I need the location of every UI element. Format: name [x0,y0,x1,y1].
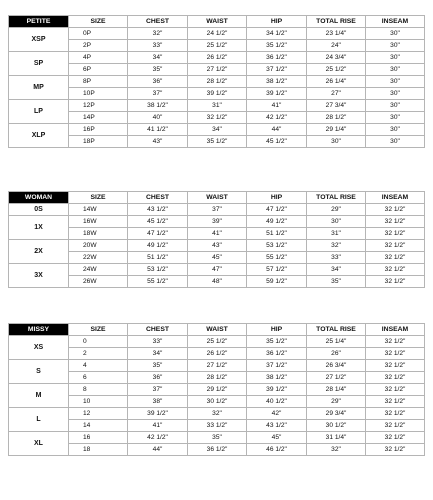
cell-total-rise: 31" [307,228,366,240]
cell-waist: 26 1/2" [188,52,247,64]
cell-total-rise: 24 3/4" [307,52,366,64]
cell-waist: 41" [188,228,247,240]
cell-inseam: 32 1/2" [366,264,425,276]
cell-hip: 46 1/2" [247,444,307,456]
cell-waist: 35" [188,432,247,444]
cell-inseam: 32 1/2" [366,396,425,408]
cell-inseam: 32 1/2" [366,228,425,240]
cell-waist: 48" [188,276,247,288]
column-header-waist: WAIST [188,16,247,28]
cell-total-rise: 25 1/2" [307,64,366,76]
header-row [9,16,425,28]
cell-chest: 44" [128,444,188,456]
table-row [9,396,425,408]
cell-chest: 43 1/2" [128,204,188,216]
size-group-label: XLP [9,124,69,148]
cell-waist: 33 1/2" [188,420,247,432]
cell-waist: 29 1/2" [188,384,247,396]
cell-hip: 42 1/2" [247,112,307,124]
cell-hip: 37 1/2" [247,360,307,372]
cell-chest: 55 1/2" [128,276,188,288]
cell-waist: 26 1/2" [188,348,247,360]
cell-chest: 51 1/2" [128,252,188,264]
cell-hip: 38 1/2" [247,372,307,384]
cell-hip: 45 1/2" [247,136,307,148]
cell-total-rise: 32" [307,240,366,252]
cell-chest: 49 1/2" [128,240,188,252]
cell-total-rise: 26" [307,348,366,360]
cell-chest: 38 1/2" [128,100,188,112]
cell-hip: 53 1/2" [247,240,307,252]
cell-chest: 41 1/2" [128,124,188,136]
size-group-label: M [9,384,69,408]
cell-inseam: 30" [366,52,425,64]
cell-hip: 59 1/2" [247,276,307,288]
cell-waist: 25 1/2" [188,336,247,348]
cell-hip: 41" [247,100,307,112]
cell-total-rise: 29" [307,204,366,216]
table-row [9,444,425,456]
table-title: MISSY [9,324,69,336]
cell-hip: 38 1/2" [247,76,307,88]
cell-total-rise: 30 1/2" [307,420,366,432]
column-header-inseam: INSEAM [366,324,425,336]
cell-chest: 53 1/2" [128,264,188,276]
cell-size: 2 [69,348,128,360]
cell-inseam: 32 1/2" [366,240,425,252]
cell-waist: 28 1/2" [188,372,247,384]
cell-size: 12P [69,100,128,112]
size-chart-woman [8,191,425,288]
cell-chest: 36" [128,76,188,88]
table-row [9,112,425,124]
cell-total-rise: 27" [307,88,366,100]
table-row [9,408,425,420]
column-header-size: SIZE [69,324,128,336]
cell-total-rise: 25 1/4" [307,336,366,348]
table-row [9,240,425,252]
column-header-size: SIZE [69,192,128,204]
cell-waist: 39 1/2" [188,88,247,100]
column-header-total-rise: TOTAL RISE [307,192,366,204]
column-header-total-rise: TOTAL RISE [307,324,366,336]
table-row [9,432,425,444]
column-header-total-rise: TOTAL RISE [307,16,366,28]
cell-waist: 39" [188,216,247,228]
cell-total-rise: 23 1/4" [307,28,366,40]
cell-inseam: 30" [366,112,425,124]
cell-total-rise: 24" [307,40,366,52]
size-group-label: XSP [9,28,69,52]
cell-inseam: 32 1/2" [366,204,425,216]
cell-hip: 42" [247,408,307,420]
table-row [9,384,425,396]
size-group-label: 1X [9,216,69,240]
cell-inseam: 32 1/2" [366,276,425,288]
table-row [9,40,425,52]
cell-total-rise: 27 3/4" [307,100,366,112]
cell-inseam: 30" [366,64,425,76]
cell-chest: 32" [128,28,188,40]
table-row [9,276,425,288]
cell-hip: 35 1/2" [247,336,307,348]
cell-chest: 34" [128,52,188,64]
cell-total-rise: 35" [307,276,366,288]
table-row [9,264,425,276]
table-row [9,76,425,88]
cell-size: 0 [69,336,128,348]
table-row [9,420,425,432]
cell-chest: 35" [128,64,188,76]
cell-waist: 43" [188,240,247,252]
cell-chest: 34" [128,348,188,360]
cell-waist: 31" [188,100,247,112]
cell-inseam: 32 1/2" [366,216,425,228]
size-group-label: SP [9,52,69,76]
column-header-waist: WAIST [188,192,247,204]
cell-waist: 45" [188,252,247,264]
cell-total-rise: 27 1/2" [307,372,366,384]
cell-total-rise: 26 3/4" [307,360,366,372]
cell-inseam: 32 1/2" [366,360,425,372]
cell-hip: 37 1/2" [247,64,307,76]
table-title: WOMAN [9,192,69,204]
cell-inseam: 32 1/2" [366,348,425,360]
table-row [9,216,425,228]
column-header-chest: CHEST [128,324,188,336]
cell-chest: 38" [128,396,188,408]
cell-waist: 32 1/2" [188,112,247,124]
cell-size: 0P [69,28,128,40]
cell-size: 18 [69,444,128,456]
cell-waist: 34" [188,124,247,136]
size-group-label: 3X [9,264,69,288]
cell-size: 4 [69,360,128,372]
cell-waist: 47" [188,264,247,276]
table-row [9,348,425,360]
cell-inseam: 30" [366,28,425,40]
cell-waist: 24 1/2" [188,28,247,40]
cell-total-rise: 34" [307,264,366,276]
cell-hip: 36 1/2" [247,52,307,64]
cell-size: 18W [69,228,128,240]
table-row [9,88,425,100]
cell-waist: 35 1/2" [188,136,247,148]
size-group-label: XL [9,432,69,456]
cell-hip: 40 1/2" [247,396,307,408]
size-chart-petite [8,15,425,148]
cell-chest: 33" [128,40,188,52]
cell-waist: 25 1/2" [188,40,247,52]
cell-inseam: 32 1/2" [366,252,425,264]
cell-size: 8 [69,384,128,396]
cell-chest: 37" [128,88,188,100]
cell-chest: 36" [128,372,188,384]
cell-chest: 39 1/2" [128,408,188,420]
cell-hip: 55 1/2" [247,252,307,264]
table-row [9,360,425,372]
size-group-label: LP [9,100,69,124]
column-header-chest: CHEST [128,192,188,204]
cell-size: 14P [69,112,128,124]
table-row [9,204,425,216]
column-header-hip: HIP [247,192,307,204]
cell-hip: 57 1/2" [247,264,307,276]
cell-hip: 39 1/2" [247,384,307,396]
cell-total-rise: 29 3/4" [307,408,366,420]
cell-waist: 27 1/2" [188,360,247,372]
cell-hip: 35 1/2" [247,40,307,52]
table-row [9,64,425,76]
size-group-label: S [9,360,69,384]
cell-chest: 35" [128,360,188,372]
cell-total-rise: 30" [307,136,366,148]
size-group-label: XS [9,336,69,360]
cell-size: 16P [69,124,128,136]
table-row [9,52,425,64]
size-group-label: MP [9,76,69,100]
cell-total-rise: 29 1/4" [307,124,366,136]
cell-inseam: 32 1/2" [366,432,425,444]
cell-hip: 51 1/2" [247,228,307,240]
cell-total-rise: 28 1/2" [307,112,366,124]
cell-inseam: 30" [366,40,425,52]
cell-inseam: 32 1/2" [366,420,425,432]
cell-chest: 43" [128,136,188,148]
cell-inseam: 30" [366,136,425,148]
cell-total-rise: 29" [307,396,366,408]
cell-inseam: 30" [366,88,425,100]
column-header-chest: CHEST [128,16,188,28]
column-header-hip: HIP [247,16,307,28]
table-title: PETITE [9,16,69,28]
column-header-inseam: INSEAM [366,16,425,28]
cell-hip: 47 1/2" [247,204,307,216]
cell-hip: 44" [247,124,307,136]
cell-hip: 34 1/2" [247,28,307,40]
table-row [9,100,425,112]
cell-inseam: 30" [366,76,425,88]
cell-inseam: 30" [366,100,425,112]
column-header-size: SIZE [69,16,128,28]
cell-waist: 30 1/2" [188,396,247,408]
cell-inseam: 30" [366,124,425,136]
header-row [9,324,425,336]
cell-size: 14 [69,420,128,432]
size-group-label: 2X [9,240,69,264]
cell-waist: 36 1/2" [188,444,247,456]
cell-inseam: 32 1/2" [366,408,425,420]
cell-total-rise: 26 1/4" [307,76,366,88]
table-row [9,124,425,136]
cell-size: 10 [69,396,128,408]
cell-size: 18P [69,136,128,148]
cell-hip: 45" [247,432,307,444]
cell-size: 8P [69,76,128,88]
cell-inseam: 32 1/2" [366,384,425,396]
cell-size: 6P [69,64,128,76]
cell-chest: 45 1/2" [128,216,188,228]
cell-size: 2P [69,40,128,52]
table-row [9,28,425,40]
table-row [9,336,425,348]
cell-size: 26W [69,276,128,288]
header-row [9,192,425,204]
cell-chest: 47 1/2" [128,228,188,240]
cell-size: 6 [69,372,128,384]
cell-total-rise: 28 1/4" [307,384,366,396]
cell-total-rise: 30" [307,216,366,228]
cell-inseam: 32 1/2" [366,372,425,384]
cell-size: 12 [69,408,128,420]
cell-waist: 32" [188,408,247,420]
cell-chest: 41" [128,420,188,432]
table-row [9,228,425,240]
cell-size: 20W [69,240,128,252]
cell-size: 14W [69,204,128,216]
column-header-inseam: INSEAM [366,192,425,204]
cell-total-rise: 33" [307,252,366,264]
cell-size: 24W [69,264,128,276]
cell-inseam: 32 1/2" [366,336,425,348]
cell-total-rise: 32" [307,444,366,456]
cell-hip: 43 1/2" [247,420,307,432]
cell-hip: 36 1/2" [247,348,307,360]
cell-waist: 27 1/2" [188,64,247,76]
size-chart-missy [8,323,425,456]
cell-hip: 39 1/2" [247,88,307,100]
table-row [9,252,425,264]
size-group-label: 0S [9,204,69,216]
column-header-hip: HIP [247,324,307,336]
table-row [9,136,425,148]
cell-size: 22W [69,252,128,264]
cell-chest: 37" [128,384,188,396]
cell-size: 16W [69,216,128,228]
cell-size: 16 [69,432,128,444]
cell-inseam: 32 1/2" [366,444,425,456]
cell-size: 10P [69,88,128,100]
cell-hip: 49 1/2" [247,216,307,228]
cell-waist: 28 1/2" [188,76,247,88]
cell-waist: 37" [188,204,247,216]
cell-chest: 40" [128,112,188,124]
size-group-label: L [9,408,69,432]
table-row [9,372,425,384]
cell-chest: 42 1/2" [128,432,188,444]
cell-chest: 33" [128,336,188,348]
cell-total-rise: 31 1/4" [307,432,366,444]
column-header-waist: WAIST [188,324,247,336]
cell-size: 4P [69,52,128,64]
